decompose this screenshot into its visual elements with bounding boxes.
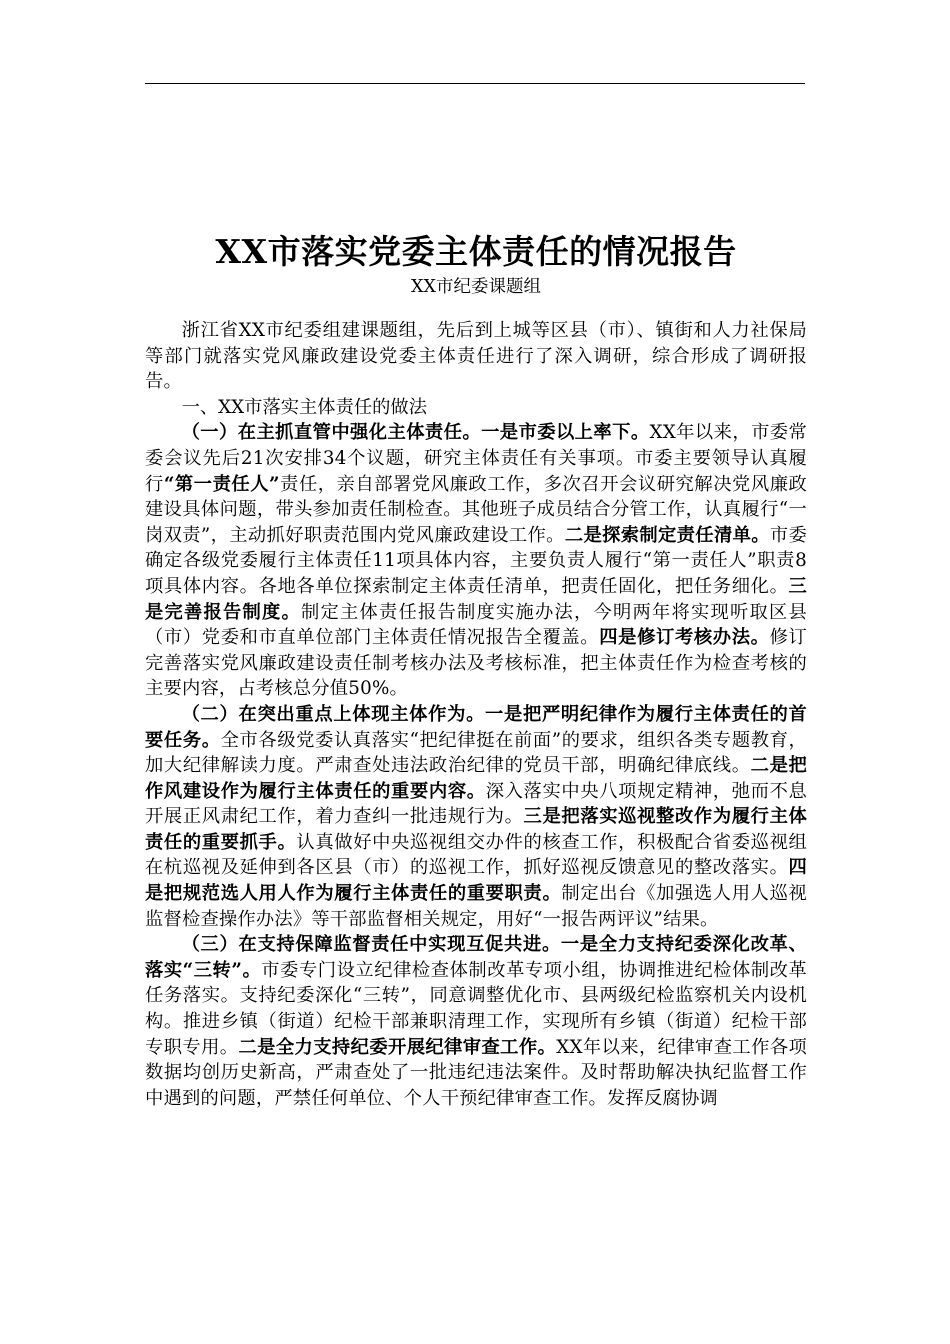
paragraph-1-lead: （一）在主抓直管中强化主体责任。一是市委以上率下。	[181, 422, 650, 444]
paragraph-2-point-2: 二是把作风建设作为履行主体责任的重要内容。	[145, 755, 807, 802]
paragraph-1-text-4: 制定主体责任报告制度实施办法，今明两年将实现听取区县（市）党委和市直单位部门主体责任情况报告全覆盖。	[145, 601, 808, 649]
paragraph-3-text-1: 市委专门设立纪律检查体制改革专项小组，协调推进纪检体制改革任务落实。支持纪委深化“三转”，同意调整优化市、县两级纪检监察机关内设机构。推进乡镇（街道）纪检干部兼职清理工作，实现所有乡镇（街道）纪检干部专职专用。	[145, 959, 807, 1058]
paragraph-1-point-2: 二是探索制定责任清单。	[564, 524, 770, 546]
section-heading-1: 一、XX市落实主体责任的做法	[181, 396, 427, 418]
paragraph-3-lead: （三）在支持保障监督责任中实现互促共进。一是全力支持纪委深化改革、落实“三转”。	[145, 934, 807, 981]
paragraph-1-text-3: 市委确定各级党委履行主体责任11项具体内容，主要负责人履行“第一责任人”职责8项具体内容。各地各单位探索制定主体责任清单，把责任固化，把任务细化。	[145, 524, 807, 597]
paragraph-2-text-4: 制定出台《加强选人用人巡视监督检查操作办法》等干部监督相关规定，用好“一报告两评议”结果。	[145, 883, 807, 930]
report-author: XX市纪委课题组	[411, 277, 541, 297]
paragraph-2-text-2: 深入落实中央八项规定精神，弛而不息开展正风肃纪工作，着力查纠一批违规行为。	[145, 780, 807, 828]
report-title: XX市落实党委主体责任的情况报告	[215, 232, 737, 271]
paragraph-1-point-4: 四是修订考核办法。	[599, 627, 770, 649]
paragraph-2-point-3: 三是把落实巡视整改作为履行主体责任的重要抓手。	[145, 806, 808, 853]
paragraph-1	[145, 420, 807, 702]
paragraph-1-text-5: 修订完善落实党风廉政建设责任制考核办法及考核标准，把主体责任作为检查考核的主要内容，占考核总分值50%。	[145, 627, 807, 700]
paragraph-2-text-1: 全市各级党委认真落实“把纪律挺在前面”的要求，组织各类专题教育，加大纪律解读力度。严肃查处违法政治纪律的党员干部，明确纪律底线。	[145, 729, 807, 777]
header-rule	[145, 83, 805, 84]
paragraph-2	[145, 702, 807, 932]
paragraph-2-lead: （二）在突出重点上体现主体作为。一是把严明纪律作为履行主体责任的首要任务。	[145, 703, 807, 751]
paragraph-1-text-1: XX年以来，市委常委会议先后21次安排34个议题，研究主体责任有关事项。市委主要领导认真履行	[145, 422, 807, 495]
paragraph-1-text-2: 责任，亲自部署党风廉政工作，多次召开会议研究解决党风廉政建设具体问题，带头参加责任制检查。其他班子成员结合分管工作，认真履行“一岗双责”，主动抓好职责范围内党风廉政建设工作。	[145, 473, 808, 546]
paragraph-3-point-2: 二是全力支持纪委开展纪律审查工作。	[238, 1036, 557, 1058]
paragraph-2-point-4: 四是把规范选人用人作为履行主体责任的重要职责。	[145, 857, 807, 905]
intro-paragraph: 浙江省XX市纪委组建课题组，先后到上城等区县（市）、镇街和人力社保局等部门就落实党风廉政建设党委主体责任进行了深入调研，综合形成了调研报告。	[145, 320, 807, 393]
paragraph-2-text-3: 认真做好中央巡视组交办件的核查工作，积极配合省委巡视组在杭巡视及延伸到各区县（市）的巡视工作，抓好巡视反馈意见的整改落实。	[145, 831, 807, 879]
paragraph-3	[145, 932, 807, 1111]
paragraph-1-point-3: 三是完善报告制度。	[145, 575, 807, 623]
document-body	[145, 232, 807, 1111]
paragraph-1-emphasis-1: “第一责任人”	[163, 473, 280, 495]
paragraph-3-text-2: XX年以来，纪律审查工作各项数据均创历史新高，严肃查处了一批违纪违法案件。及时帮助解决执纪监督工作中遇到的问题，严禁任何单位、个人干预纪律审查工作。发挥反腐协调	[145, 1036, 807, 1109]
